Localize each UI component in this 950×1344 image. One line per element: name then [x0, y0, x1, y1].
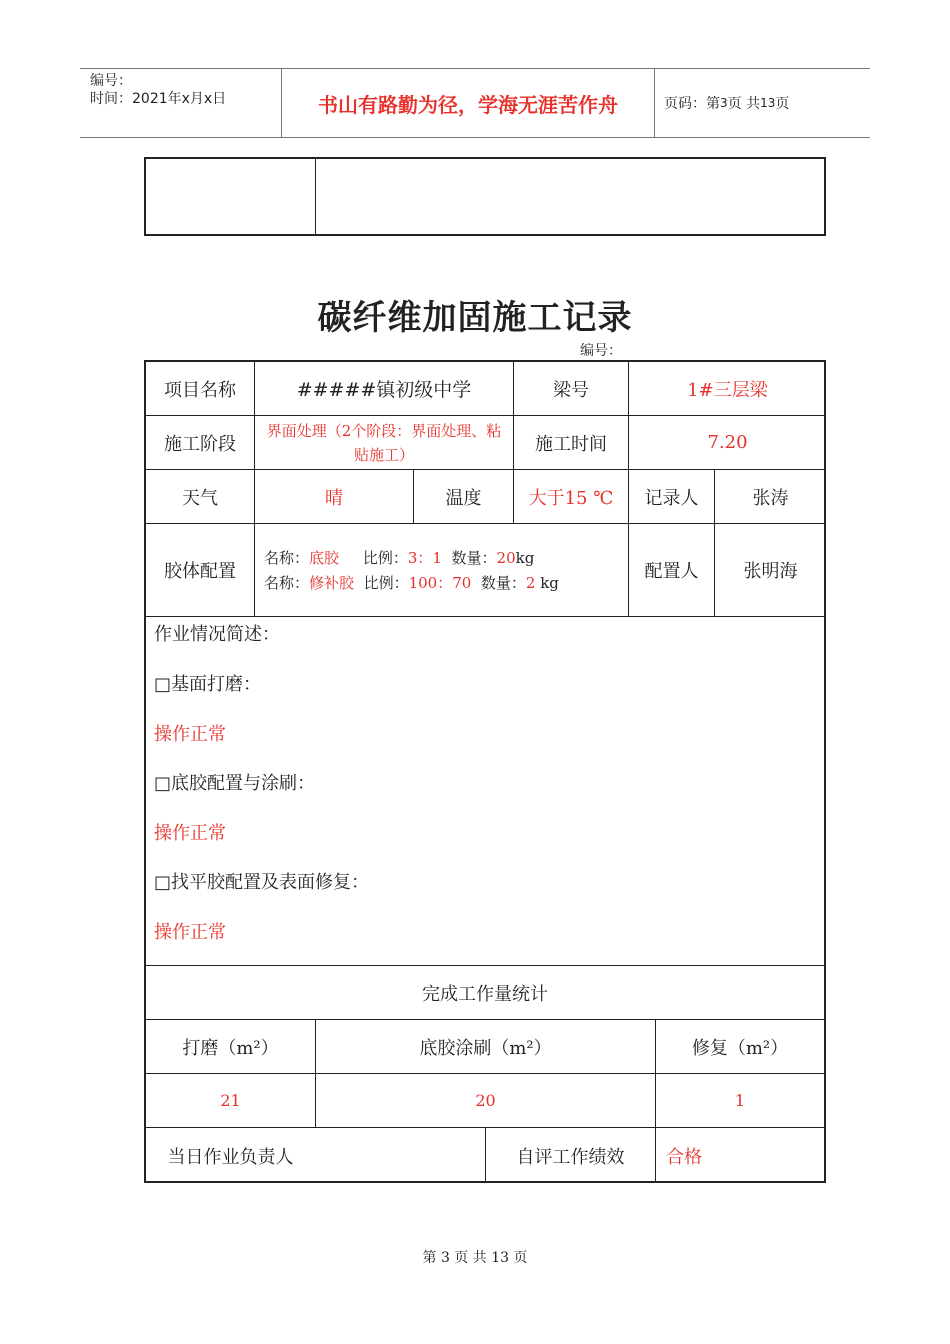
serial-number-label: 编号：: [580, 343, 622, 359]
description-title: 作业情况简述：: [154, 624, 280, 645]
col-rule: [254, 523, 255, 616]
project-name-value: #####镇初级中学: [296, 379, 472, 401]
fragment-divider: [315, 159, 316, 234]
glue-config-details: [264, 546, 559, 596]
weather-label: 天气: [182, 487, 218, 509]
construction-time-label: 施工时间: [535, 433, 607, 455]
page-prefix: 页码：第: [664, 96, 720, 112]
row-rule: [146, 616, 824, 617]
glue-ratio: 100：70: [408, 574, 472, 592]
task-checkbox-label: □找平胶配置及表面修复：: [154, 872, 370, 893]
stats-value-primer: 20: [475, 1091, 496, 1110]
page-suffix: 页: [775, 96, 790, 112]
header-time: 时间：2021年x月x日: [90, 91, 227, 107]
project-name-label: 项目名称: [164, 379, 236, 401]
header-serial-label: 编号：: [90, 73, 132, 89]
col-rule: [655, 1127, 656, 1183]
mixer-value: 张明海: [743, 561, 798, 582]
glue-line: 名称：修补胶 比例：100：70 数量：2 kg: [264, 574, 559, 592]
daily-leader-label: 当日作业负责人: [167, 1146, 294, 1168]
task-status: 操作正常: [154, 724, 226, 745]
task-checkbox-label: □基面打磨：: [154, 674, 262, 695]
stats-value-grinding: 21: [220, 1091, 241, 1110]
stats-header-grinding: 打磨（m²）: [182, 1037, 279, 1059]
self-evaluation-value: 合格: [666, 1146, 702, 1168]
previous-table-fragment: [144, 157, 826, 236]
temperature-value: 大于15 ℃: [528, 487, 614, 509]
recorder-value: 张涛: [752, 487, 789, 509]
page-total: 13: [760, 96, 776, 110]
glue-line: 名称：底胶 比例：3：1 数量：20kg: [264, 549, 535, 567]
glue-name: 修补胶: [309, 574, 355, 592]
stats-header-primer: 底胶涂刷（m²）: [419, 1037, 552, 1059]
task-checkbox-label: □底胶配置与涂刷：: [154, 773, 316, 794]
recorder-label: 记录人: [644, 487, 699, 509]
glue-quantity: 20: [496, 549, 516, 567]
header-page-info: [654, 69, 870, 137]
weather-value: 晴: [325, 487, 343, 509]
document-title: 碳纤维加固施工记录: [317, 298, 633, 338]
header-meta: [80, 69, 280, 137]
temperature-label: 温度: [445, 487, 482, 509]
task-status: 操作正常: [154, 823, 226, 844]
stats-title: 完成工作量统计: [422, 983, 548, 1005]
task-status: 操作正常: [154, 922, 226, 943]
construction-time-value: 7.20: [707, 432, 748, 453]
page-footer: 第 3 页 共 13 页: [422, 1250, 528, 1266]
header-motto: 书山有路勤为径，学海无涯苦作舟: [281, 69, 655, 137]
page-number: 3: [720, 96, 728, 110]
stage-value: 界面处理（2个阶段：界面处理、粘贴施工）: [266, 421, 502, 464]
daily-leader-value: [316, 1128, 485, 1183]
beam-number-label: 梁号: [553, 379, 589, 401]
glue-ratio: 3：1: [407, 549, 442, 567]
glue-quantity: 2: [525, 574, 536, 592]
beam-number-value: 1#三层梁: [687, 379, 768, 401]
stage-label: 施工阶段: [164, 433, 236, 455]
self-evaluation-label: 自评工作绩效: [516, 1146, 625, 1168]
mixer-label: 配置人: [644, 561, 699, 582]
page-mid: 页 共: [727, 96, 761, 112]
stats-header-repair: 修复（m²）: [691, 1037, 789, 1059]
glue-name: 底胶: [309, 549, 340, 567]
construction-record-table: [144, 360, 826, 1183]
stats-value-repair: 1: [734, 1091, 746, 1110]
glue-config-label: 胶体配置: [164, 561, 236, 582]
page-header: [80, 68, 870, 138]
